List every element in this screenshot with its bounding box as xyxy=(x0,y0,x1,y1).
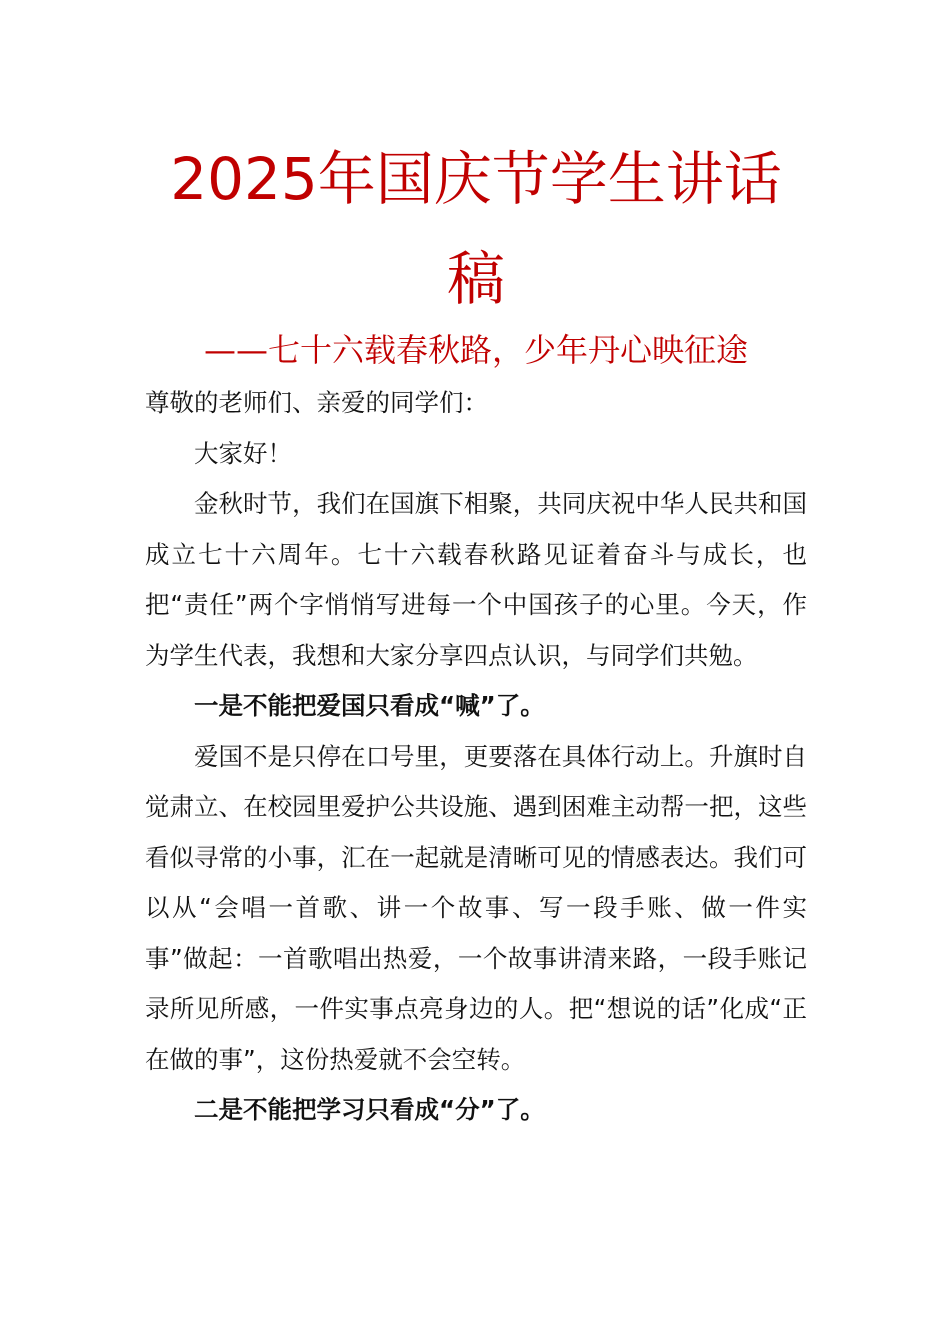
document-title-line-1: 2025年国庆节学生讲话 xyxy=(170,145,782,213)
document-subtitle: ——七十六载春秋路，少年丹心映征途 xyxy=(203,331,748,369)
section-heading-2: 二是不能把学习只看成“分”了。 xyxy=(194,1095,545,1124)
greeting: 大家好！ xyxy=(194,438,292,468)
document-title-line-2: 稿 xyxy=(446,245,505,313)
document-body xyxy=(145,378,807,1136)
section-heading-1: 一是不能把爱国只看成“喊”了。 xyxy=(194,691,545,720)
paragraph-section-1: 爱国不是只停在口号里，更要落在具体行动上。升旗时自觉肃立、在校园里爱护公共设施、遇到困难主动帮一把，这些看似寻常的小事，汇在一起就是清晰可见的情感表达。我们可以从“会唱一首歌、讲一个故事、写一段手账、做一件实事”做起：一首歌唱出热爱，一个故事讲清来路，一段手账记录所见所感，一件实事点亮身边的人。把“想说的话”化成“正在做的事”，这份热爱就不会空转。 xyxy=(145,741,807,1074)
paragraph-intro: 金秋时节，我们在国旗下相聚，共同庆祝中华人民共和国成立七十六周年。七十六载春秋路见证着奋斗与成长，也把“责任”两个字悄悄写进每一个中国孩子的心里。今天，作为学生代表，我想和大家分享四点认识，与同学们共勉。 xyxy=(145,489,807,670)
salutation: 尊敬的老师们、亲爱的同学们： xyxy=(145,388,488,417)
